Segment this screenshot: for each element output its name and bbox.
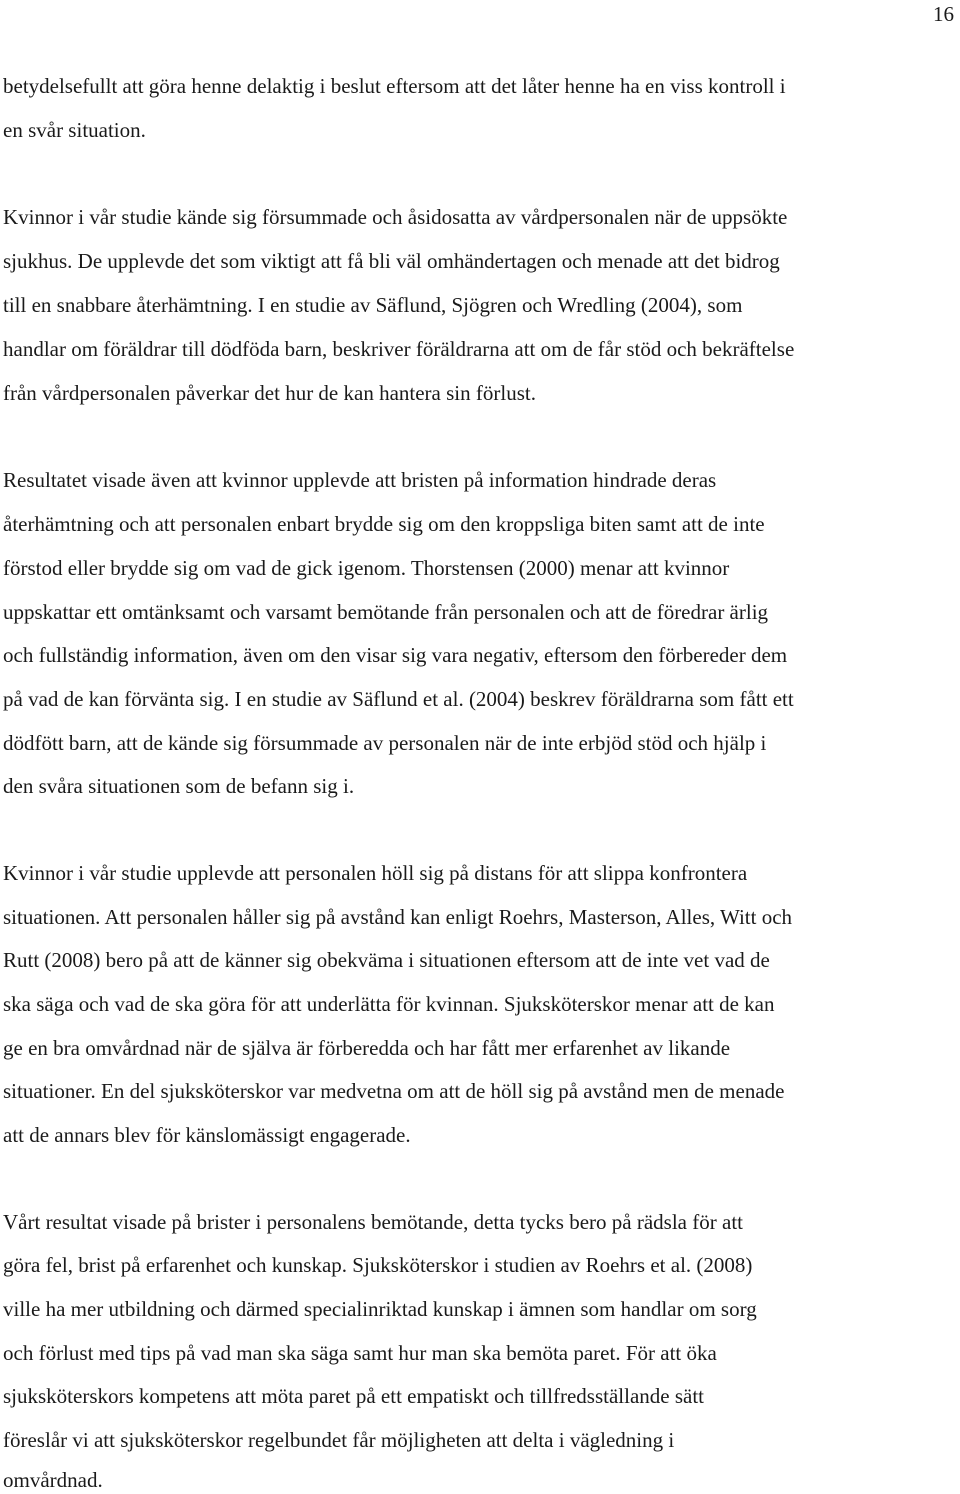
- page-number: 16: [933, 2, 954, 26]
- text-line: och förlust med tips på vad man ska säga samt hur man ska bemöta paret. För att öka: [3, 1341, 717, 1365]
- text-line: situationer. En del sjuksköterskor var medvetna om att de höll sig på avstånd men de menade: [3, 1079, 785, 1103]
- text-line: på vad de kan förvänta sig. I en studie av Säflund et al. (2004) beskrev föräldrarna som fått ett: [3, 687, 794, 711]
- text-line: ville ha mer utbildning och därmed specialinriktad kunskap i ämnen som handlar om sorg: [3, 1297, 757, 1321]
- text-line: dödfött barn, att de kände sig försummade av personalen när de inte erbjöd stöd och hjälp i: [3, 731, 767, 755]
- text-line: göra fel, brist på erfarenhet och kunskap. Sjuksköterskor i studien av Roehrs et al. (2008): [3, 1253, 753, 1277]
- text-line: ge en bra omvårdnad när de själva är förberedda och har fått mer erfarenhet av likande: [3, 1036, 731, 1060]
- text-line: Vårt resultat visade på brister i personalens bemötande, detta tycks bero på rädsla för att: [3, 1210, 743, 1234]
- text-line: omvårdnad.: [3, 1468, 103, 1492]
- text-line: sjuksköterskors kompetens att möta paret på ett empatiskt och tillfredsställande sätt: [3, 1384, 704, 1408]
- text-line: situationen. Att personalen håller sig på avstånd kan enligt Roehrs, Masterson, Alles, Witt och: [3, 905, 793, 929]
- text-line: den svåra situationen som de befann sig i.: [3, 774, 355, 798]
- text-line: ska säga och vad de ska göra för att underlätta för kvinnan. Sjuksköterskor menar att de kan: [3, 992, 775, 1016]
- text-line: till en snabbare återhämtning. I en studie av Säflund, Sjögren och Wredling (2004), som: [3, 293, 743, 317]
- text-line: uppskattar ett omtänksamt och varsamt bemötande från personalen och att de föredrar ärlig: [3, 600, 769, 624]
- text-line: sjukhus. De upplevde det som viktigt att få bli väl omhändertagen och menade att det bidrog: [3, 249, 780, 273]
- text-line: föreslår vi att sjuksköterskor regelbundet får möjligheten att delta i vägledning i: [3, 1428, 675, 1452]
- text-line: och fullständig information, även om den visar sig vara negativ, eftersom den förbereder dem: [3, 643, 788, 667]
- text-line: att de annars blev för känslomässigt engagerade.: [3, 1123, 411, 1147]
- text-line: Kvinnor i vår studie kände sig försummade och åsidosatta av vårdpersonalen när de uppsökte: [3, 205, 788, 229]
- text-line: från vårdpersonalen påverkar det hur de kan hantera sin förlust.: [3, 381, 536, 405]
- text-line: Resultatet visade även att kvinnor upplevde att bristen på information hindrade deras: [3, 468, 717, 492]
- text-line: Rutt (2008) bero på att de känner sig obekväma i situationen eftersom att de inte vet vad de: [3, 948, 770, 972]
- text-line: förstod eller brydde sig om vad de gick igenom. Thorstensen (2000) menar att kvinnor: [3, 556, 730, 580]
- text-line: betydelsefullt att göra henne delaktig i beslut eftersom att det låter henne ha en viss kontroll i: [3, 74, 786, 98]
- text-line: Kvinnor i vår studie upplevde att personalen höll sig på distans för att slippa konfrontera: [3, 861, 748, 885]
- text-line: en svår situation.: [3, 118, 146, 142]
- text-line: handlar om föräldrar till dödföda barn, beskriver föräldrarna att om de får stöd och bekräftelse: [3, 337, 795, 361]
- text-line: återhämtning och att personalen enbart brydde sig om den kroppsliga biten samt att de inte: [3, 512, 765, 536]
